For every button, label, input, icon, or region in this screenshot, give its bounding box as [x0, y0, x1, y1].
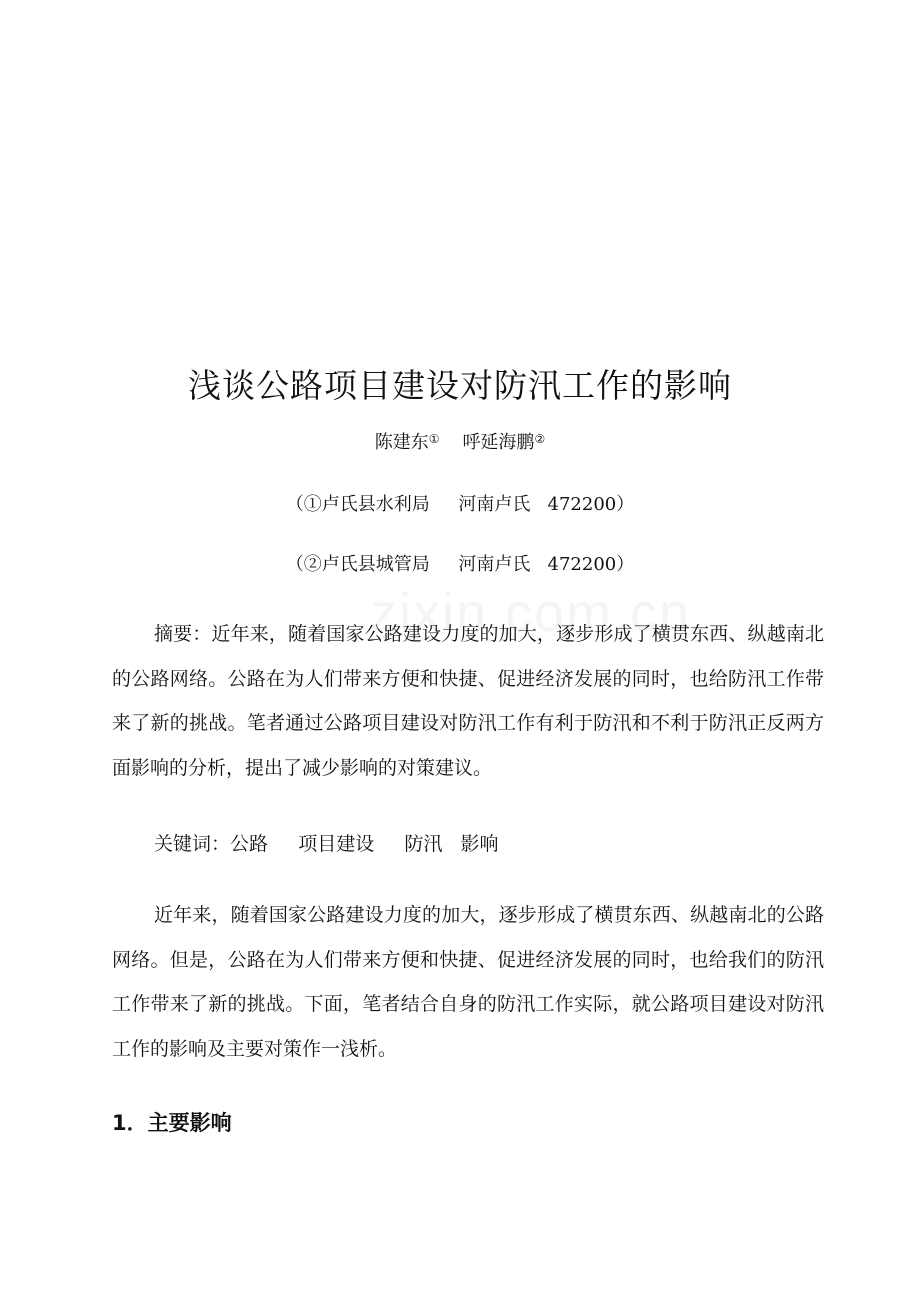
intro-paragraph: 近年来，随着国家公路建设力度的加大，逐步形成了横贯东西、纵越南北的公路网络。但是，公路在为人们带来方便和快捷、促进经济发展的同时，也给我们的防汛工作带来了新的挑战。下面，笔者结合自身的防汛工作实际，就公路项目建设对防汛工作的影响及主要对策作一浅析。 — [112, 904, 824, 1060]
section-heading: 1．主要影响 — [112, 1111, 232, 1135]
abstract-paragraph: 摘要：近年来，随着国家公路建设力度的加大，逐步形成了横贯东西、纵越南北的公路网络。公路在为人们带来方便和快捷、促进经济发展的同时，也给防汛工作带来了新的挑战。笔者通过公路项目建设对防汛工作有利于防汛和不利于防汛正反两方面影响的分析，提出了减少影响的对策建议。 — [112, 623, 824, 779]
keywords-line: 关键词：公路 项目建设 防汛 影响 — [154, 833, 499, 855]
affiliation-line: （②卢氏县城管局 河南卢氏 472200） — [285, 554, 635, 575]
affiliation-line: （①卢氏县水利局 河南卢氏 472200） — [285, 494, 635, 515]
author-affiliation-mark: ② — [534, 432, 546, 446]
author-line — [0, 424, 920, 458]
author-name: 陈建东 — [374, 432, 429, 453]
author-name: 呼延海鹏 — [462, 432, 535, 453]
author-affiliation-mark: ① — [428, 432, 440, 446]
document-title: 浅谈公路项目建设对防汛工作的影响 — [188, 366, 732, 405]
